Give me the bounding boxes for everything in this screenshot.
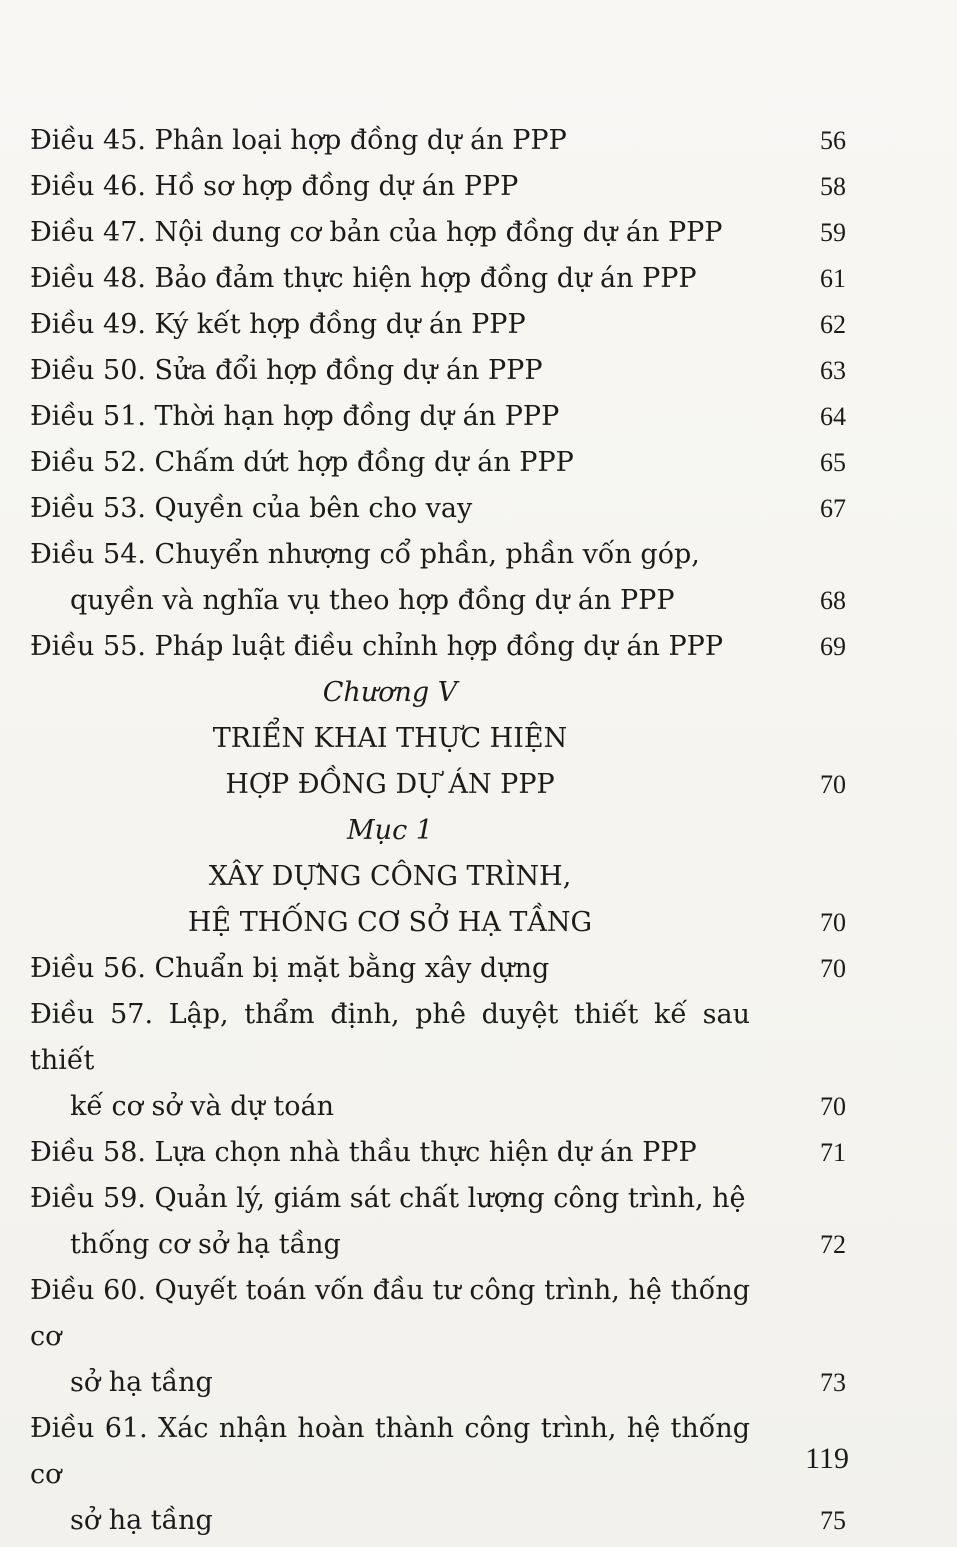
section-title — [30, 854, 846, 946]
toc-entry-45 — [30, 118, 850, 164]
toc-page-number: 72 — [820, 1230, 846, 1259]
toc-entry-title-line2: sở hạ tầng — [70, 1367, 213, 1398]
toc-entry-title-line2: quyền và nghĩa vụ theo hợp đồng dự án PPP — [70, 585, 675, 616]
toc-entry-46 — [30, 164, 850, 210]
chapter-title-line1: TRIỂN KHAI THỰC HIỆN — [212, 723, 568, 754]
toc-entry-title: Điều 45. Phân loại hợp đồng dự án PPP — [30, 125, 567, 156]
chapter-title-line2: HỢP ĐỒNG DỰ ÁN PPP — [225, 769, 555, 800]
toc-entry-49 — [30, 302, 850, 348]
toc-entry-title — [30, 1176, 750, 1268]
toc-page-number: 71 — [820, 1138, 846, 1167]
toc-entry-50 — [30, 348, 850, 394]
table-of-contents — [30, 118, 850, 1544]
toc-page-number: 62 — [820, 310, 846, 339]
toc-entry-title: Điều 49. Ký kết hợp đồng dự án PPP — [30, 309, 526, 340]
toc-page-number: 68 — [820, 586, 846, 615]
toc-entry-title-line1: Điều 60. Quyết toán vốn đầu tư công trình, hệ thống cơ — [30, 1275, 750, 1352]
toc-page-number: 70 — [820, 770, 846, 799]
toc-page-number: 56 — [820, 126, 846, 155]
toc-entry-title-line1: Điều 59. Quản lý, giám sát chất lượng công trình, hệ — [30, 1183, 746, 1214]
toc-entry-title: Điều 52. Chấm dứt hợp đồng dự án PPP — [30, 447, 574, 478]
toc-entry-title-line1: Điều 54. Chuyển nhượng cổ phần, phần vốn góp, — [30, 539, 700, 570]
toc-entry-title: Điều 55. Pháp luật điều chỉnh hợp đồng dự án PPP — [30, 631, 724, 662]
toc-entry-title: Điều 58. Lựa chọn nhà thầu thực hiện dự án PPP — [30, 1137, 697, 1168]
toc-entry-48 — [30, 256, 850, 302]
toc-entry-51 — [30, 394, 850, 440]
toc-page-number: 70 — [820, 908, 846, 937]
chapter-label: Chương V — [322, 677, 458, 708]
section-title-line1: XÂY DỰNG CÔNG TRÌNH, — [208, 861, 572, 892]
toc-page-number: 64 — [820, 402, 846, 431]
toc-entry-title-line1: Điều 61. Xác nhận hoàn thành công trình, hệ thống cơ — [30, 1413, 750, 1490]
toc-entry-47 — [30, 210, 850, 256]
toc-entry-61 — [30, 1406, 850, 1544]
toc-entry-53 — [30, 486, 850, 532]
toc-page-number: 70 — [820, 1092, 846, 1121]
toc-page-number: 73 — [820, 1368, 846, 1397]
toc-page-number: 65 — [820, 448, 846, 477]
toc-page-number: 70 — [820, 954, 846, 983]
toc-entry-54 — [30, 532, 850, 624]
toc-page-number: 67 — [820, 494, 846, 523]
toc-page-number: 59 — [820, 218, 846, 247]
toc-entry-title-line1: Điều 57. Lập, thẩm định, phê duyệt thiết kế sau thiết — [30, 999, 750, 1076]
toc-entry-title: Điều 48. Bảo đảm thực hiện hợp đồng dự án PPP — [30, 263, 697, 294]
toc-entry-title: Điều 47. Nội dung cơ bản của hợp đồng dự án PPP — [30, 217, 723, 248]
toc-page-number: 58 — [820, 172, 846, 201]
section-label: Mục 1 — [347, 815, 433, 846]
toc-page-number: 69 — [820, 632, 846, 661]
toc-entry-56 — [30, 946, 850, 992]
toc-entry-title — [30, 992, 750, 1130]
chapter-title — [30, 716, 846, 808]
toc-entry-60 — [30, 1268, 850, 1406]
toc-entry-title-line2: sở hạ tầng — [70, 1505, 213, 1536]
toc-entry-57 — [30, 992, 850, 1130]
toc-page-number: 63 — [820, 356, 846, 385]
toc-entry-title — [30, 1268, 750, 1406]
toc-entry-52 — [30, 440, 850, 486]
toc-entry-title — [30, 532, 750, 624]
toc-entry-title: Điều 56. Chuẩn bị mặt bằng xây dựng — [30, 953, 550, 984]
toc-page-number: 61 — [820, 264, 846, 293]
toc-entry-58 — [30, 1130, 850, 1176]
toc-entry-55 — [30, 624, 850, 670]
page-number-footer: 119 — [805, 1442, 849, 1475]
toc-entry-title: Điều 53. Quyền của bên cho vay — [30, 493, 473, 524]
toc-entry-59 — [30, 1176, 850, 1268]
toc-entry-title: Điều 51. Thời hạn hợp đồng dự án PPP — [30, 401, 560, 432]
toc-entry-title — [30, 1406, 750, 1544]
toc-entry-title-line2: kế cơ sở và dự toán — [70, 1091, 334, 1122]
toc-entry-title-line2: thống cơ sở hạ tầng — [70, 1229, 341, 1260]
section-title-line2: HỆ THỐNG CƠ SỞ HẠ TẦNG — [187, 907, 593, 938]
toc-page-number: 75 — [820, 1506, 846, 1535]
toc-entry-title: Điều 50. Sửa đổi hợp đồng dự án PPP — [30, 355, 543, 386]
toc-entry-title: Điều 46. Hồ sơ hợp đồng dự án PPP — [30, 171, 519, 202]
